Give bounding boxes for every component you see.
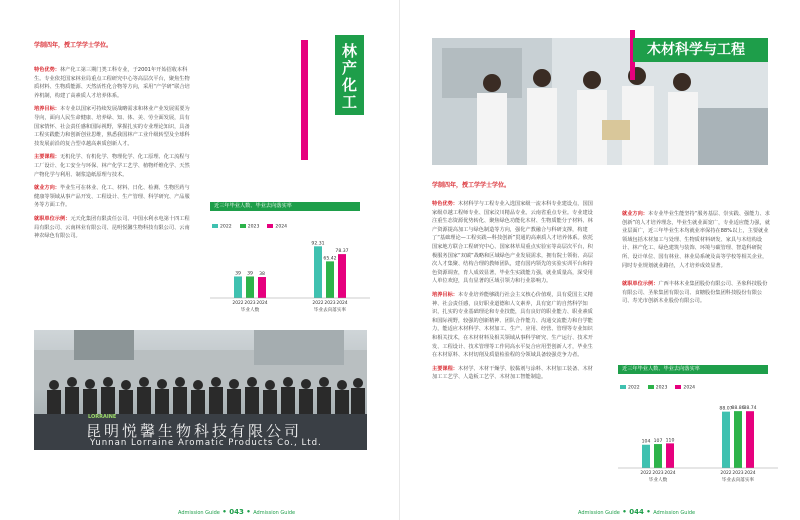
bar-value-label: 88.74 <box>743 406 757 412</box>
left-goal-para: 培养目标：本专业以国家可持续发展战略需求和林业产业发展需要为导向，面向人民生命健康、培养绿、知、体、美、劳全面发展，具有国家情怀、社会责任感和国际视野，掌握扎实的专业理论知识，具备工程实践能力和创新创业思维，熟悉我国林产工业升级转型及全球科技发展前沿的复合型卓越高素质创新人才。 <box>34 106 190 147</box>
category-label: 毕业人数 <box>240 308 260 313</box>
category-label: 毕业去向落实率 <box>313 308 347 313</box>
legend-item: 2023 <box>240 224 260 230</box>
chart-bar <box>654 444 662 468</box>
left-career-para: 就业方向：毕业生可在林业、化工、材料、日化、检测、生物医药与健康等领域从事产品开发、工程设计、生产管理、科学研究、产品服务等方面工作。 <box>34 185 190 209</box>
photo-sign-cn: 昆明悦馨生物科技有限公司 <box>86 422 303 440</box>
bar-year-label: 2022 <box>232 301 244 306</box>
legend-item: 2022 <box>212 224 232 230</box>
chart-bar <box>734 411 742 468</box>
legend-item: 2022 <box>620 385 640 391</box>
bar-year-label: 2023 <box>732 471 744 476</box>
photo-logo: LORRAINE <box>88 414 117 420</box>
legend-item: 2024 <box>267 224 287 230</box>
chart-bar <box>666 443 674 468</box>
right-page-number: 044 <box>629 508 644 516</box>
left-page-number: 043 <box>229 508 244 516</box>
photo-sign-en: Yunnan Lorraine Aromatic Products Co., Ltd. <box>90 438 322 448</box>
bar-value-label: 110 <box>665 438 675 444</box>
chart-bar <box>246 276 254 298</box>
left-employer-para: 就职单位示例：元天化集团有限责任公司、中国水利水电第十四工程局有限公司、云南林业有限公司、昆明悦馨生物科技有限公司、云南神农绿色有限公司。 <box>34 215 190 240</box>
left-title-band <box>335 35 364 115</box>
right-course-para: 主要课程：木材学、木材干燥学、胶黏剂与涂料、木材加工装备、木材加工工艺学、人造板工艺学、木材加工智能制造。 <box>432 365 593 381</box>
bar-year-label: 2024 <box>336 301 348 306</box>
left-page-title: 林产化工 <box>340 43 358 111</box>
bar-year-label: 2023 <box>244 301 256 306</box>
bar-year-label: 2024 <box>256 301 268 306</box>
bar-value-label: 104 <box>641 439 651 445</box>
bar-value-label: 38 <box>259 272 265 278</box>
right-body-col2 <box>622 210 772 311</box>
left-course-para: 主要课程：无机化学、有机化学、物理化学、化工原理、化工流程与工厂设计、化工安全与环保、林产化学工艺学、植物纤维化学、天然产物化学与利用、制浆造纸原理与技术。 <box>34 154 190 178</box>
chart-bar <box>338 254 346 298</box>
bar-value-label: 88.07 <box>719 406 733 412</box>
bar-value-label: 92.31 <box>311 241 325 247</box>
bar-value-label: 39 <box>235 271 241 277</box>
left-heading: 学制四年，授工学学士学位。 <box>34 42 113 49</box>
right-page <box>400 0 800 520</box>
chart-bar <box>746 411 754 468</box>
bar-value-label: 107 <box>653 439 663 445</box>
bar-year-label: 2022 <box>312 301 324 306</box>
left-title-accent <box>301 40 308 160</box>
left-body <box>34 66 192 246</box>
right-body-col1 <box>432 200 597 387</box>
category-label: 毕业去向落实率 <box>721 478 755 483</box>
right-feature-para: 特色优势：木材科学与工程专业入选国家级一流本科专业建设点，国国家级卓越工程师专业、国家汶川精品专业。云南省重点专业。专业建设注重生态资源优势转化、聚焦绿色功能化木材、生物质能分子材料、林产资源提高加工与绿色制造等方向，强化产教融合与科研支撑，构建了“基础理论—工程实践—科技创新”贯通的高素质人才培养体系。依托国家地方联合工程研究中心、国家林草局重点实验室等高层次平台，积极服务国家“双碳”战略和区域绿色产业发展需求，拥有院士领衔、高层次人才集聚、结构合理的教师团队，建有国内领先的实验实训平台和持色资源调查，育人成效显著，毕业生实践能力强，就业质量高，深受用人单位欢迎，具有显著的区域引领力和行业影响力。 <box>432 201 594 285</box>
bar-year-label: 2022 <box>720 471 732 476</box>
right-page-title: 木材科学与工程 <box>647 42 745 58</box>
right-heading: 学制四年，授工学学士学位。 <box>432 182 511 189</box>
right-goal-para: 培养目标：本专业培养能够践行社会主义核心价值观，具有爱国主义精神、社会责任感，良好职业道德和人文素养，具有宽广的自然科学知识，扎实的专业基础理论和专业技能，具有良好的职业能力、职业素质和国际视野，较强的创新精神、团队合作能力、沟通交流能力和自学能力，能适应木材科学、木材加工、生产、应用、经营、管理等专业知识和相关技术，在木材材料及相关领域从事科学研究、生产运行、技术开发、工程设计、技术管理等工作同高水平复合应用型创新人才，毕业生在木材原料、木材切削及质量检验程的分领域具备较强竞争力者。 <box>432 291 593 359</box>
right-chart-title: 近三年毕业人数、毕业去向落实率 <box>618 365 768 374</box>
category-label: 毕业人数 <box>648 478 668 483</box>
left-feature-para: 特色优势：林产化工第三期门类工科专业，于2001年开始招收本科生。专业依托国家林业局重点工程研究中心等高层次平台，聚焦生物质材料、生物质能源、天然活性化合物等方向，采用“产学研”联合培养机制，构建了高素质人才培养体系。 <box>34 67 190 99</box>
bar-value-label: 78.37 <box>335 249 349 255</box>
right-footer: Admission Guide • 044 • Admission Guide <box>578 508 696 516</box>
bar-value-label: 39 <box>247 271 253 277</box>
right-title-band <box>633 38 768 62</box>
chart-bar <box>258 277 266 298</box>
left-chart-legend <box>212 224 287 230</box>
left-chart-title: 近三年毕业人数、毕业去向落实率 <box>210 202 360 211</box>
bar-year-label: 2023 <box>652 471 664 476</box>
bar-year-label: 2024 <box>744 471 756 476</box>
left-footer: Admission Guide • 043 • Admission Guide <box>178 508 296 516</box>
bar-year-label: 2023 <box>324 301 336 306</box>
chart-bar <box>326 261 334 298</box>
right-chart <box>618 398 778 486</box>
legend-item: 2023 <box>648 385 668 391</box>
right-chart-legend <box>620 385 695 391</box>
group-photo <box>34 330 367 450</box>
bar-year-label: 2022 <box>640 471 652 476</box>
bar-value-label: 88.86 <box>731 406 745 412</box>
left-chart <box>210 236 370 316</box>
chart-bar <box>234 276 242 298</box>
chart-bar <box>722 412 730 468</box>
right-employer-para: 就职单位示例：广西丰林木业集团股份有限公司、圣象科技股份有限公司、圣象集团有限公司、食糖股份集团科技股份有限公司、寿光市创新木业股份有限公司。 <box>622 281 768 305</box>
bar-value-label: 65.42 <box>323 256 337 262</box>
chart-bar <box>642 445 650 468</box>
legend-item: 2024 <box>675 385 695 391</box>
bar-year-label: 2024 <box>664 471 676 476</box>
right-career-para: 就业方向：本专业毕业生能坚持“服务基层、崇实践、强能力、求创新”的人才培养理念，毕业生就业面宽广，专业适应能力强，就业层面广，近三年毕业生本均就业率保持在88%以上，主要就业领域包括木材加工与处理、生物质材料研发、家具与木结构设计、林产化工、绿色建筑与装饰、环境与碳管理、智造科研院所、设计单位、国有林业、林业局系统及高等学校等相关企业，同时专业规划就业路径，人才培养成效显著。 <box>622 211 770 269</box>
chart-bar <box>314 246 322 298</box>
